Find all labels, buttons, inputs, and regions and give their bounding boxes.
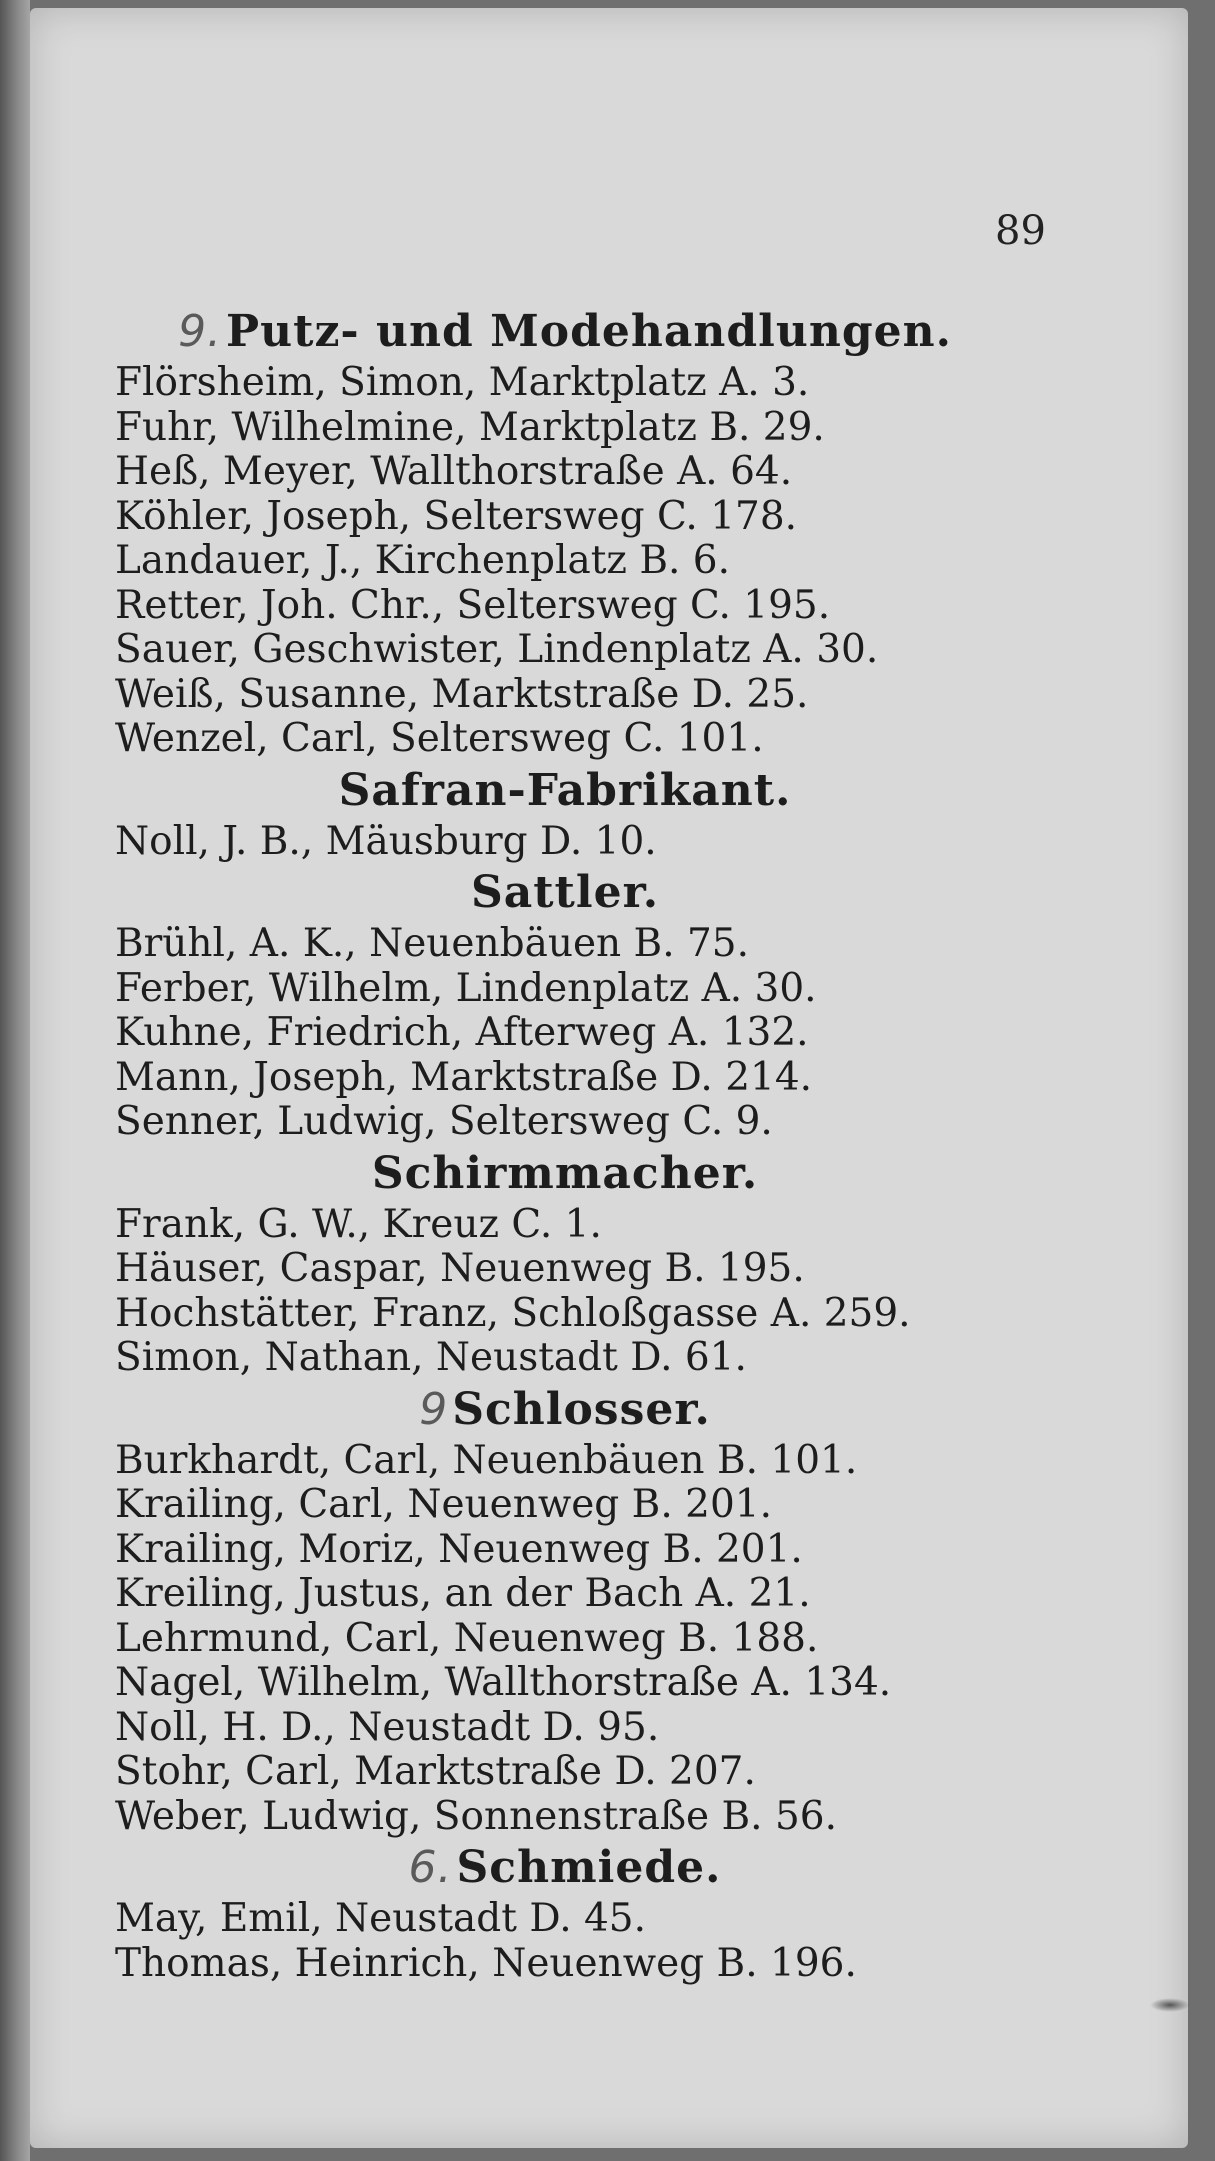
directory-entry: Retter, Joh. Chr., Seltersweg C. 195.: [115, 582, 831, 628]
section-heading: [115, 1381, 1015, 1439]
directory-entry: Wenzel, Carl, Seltersweg C. 101.: [115, 716, 764, 761]
directory-entry: Heß, Meyer, Wallthorstraße A. 64.: [115, 449, 793, 494]
directory-entry: Lehrmund, Carl, Neuenweg B. 188.: [115, 1615, 819, 1661]
directory-entry: Simon, Nathan, Neustadt D. 61.: [115, 1335, 747, 1380]
directory-entry: Brühl, A. K., Neuenbäuen B. 75.: [115, 921, 750, 966]
directory-entry: Kuhne, Friedrich, Afterweg A. 132.: [115, 1010, 809, 1055]
section-title: Putz- und Modehandlungen.: [226, 306, 952, 357]
directory-entry: Krailing, Moriz, Neuenweg B. 201.: [115, 1526, 803, 1572]
section-heading: [115, 864, 1015, 922]
directory-entry: Häuser, Caspar, Neuenweg B. 195.: [115, 1246, 805, 1291]
section-title: Schirmmacher.: [371, 1147, 759, 1199]
directory-entry: Fuhr, Wilhelmine, Marktplatz B. 29.: [115, 404, 825, 450]
directory-entry: Krailing, Carl, Neuenweg B. 201.: [115, 1482, 772, 1527]
directory-entry: Hochstätter, Franz, Schloßgasse A. 259.: [115, 1290, 911, 1336]
ink-smudge: [1150, 1998, 1190, 2012]
section-heading: [115, 1145, 1015, 1203]
handwritten-count-mark: 9: [419, 1383, 449, 1435]
directory-entry: Weiß, Susanne, Marktstraße D. 25.: [115, 671, 809, 717]
directory-entry: Sauer, Geschwister, Lindenplatz A. 30.: [115, 627, 879, 672]
directory-entry: Köhler, Joseph, Seltersweg C. 178.: [115, 493, 798, 539]
section-title: Safran-Fabrikant.: [338, 764, 792, 816]
directory-entry: Frank, G. W., Kreuz C. 1.: [115, 1201, 602, 1247]
directory-entry: Thomas, Heinrich, Neuenweg B. 196.: [115, 1940, 857, 1986]
section-heading: [115, 762, 1015, 820]
directory-entry: Weber, Ludwig, Sonnenstraße B. 56.: [115, 1793, 837, 1839]
book-spine-shadow: [0, 0, 30, 2161]
directory-entry: Landauer, J., Kirchenplatz B. 6.: [115, 538, 731, 583]
handwritten-count-mark: 6.: [408, 1842, 453, 1893]
section-heading: [115, 1839, 1015, 1897]
section-title: Schlosser.: [452, 1383, 711, 1435]
directory-listing: [115, 303, 1015, 1986]
directory-entry: Noll, H. D., Neustadt D. 95.: [115, 1704, 660, 1750]
directory-entry: Mann, Joseph, Marktstraße D. 214.: [115, 1054, 813, 1100]
section-heading: [115, 303, 1015, 361]
directory-entry: Flörsheim, Simon, Marktplatz A. 3.: [115, 360, 810, 405]
directory-entry: Burkhardt, Carl, Neuenbäuen B. 101.: [115, 1437, 858, 1483]
directory-entry: Noll, J. B., Mäusburg D. 10.: [115, 818, 657, 864]
section-title: Schmiede.: [456, 1842, 722, 1893]
directory-entry: Nagel, Wilhelm, Wallthorstraße A. 134.: [115, 1660, 892, 1705]
directory-entry: May, Emil, Neustadt D. 45.: [115, 1896, 647, 1941]
directory-entry: Ferber, Wilhelm, Lindenplatz A. 30.: [115, 965, 817, 1011]
directory-entry: Stohr, Carl, Marktstraße D. 207.: [115, 1749, 756, 1794]
book-page: [30, 8, 1188, 2148]
page-number: 89: [995, 208, 1046, 254]
directory-entry: Senner, Ludwig, Seltersweg C. 9.: [115, 1099, 773, 1144]
handwritten-count-mark: 9.: [178, 306, 223, 357]
section-title: Sattler.: [470, 867, 660, 918]
directory-entry: Kreiling, Justus, an der Bach A. 21.: [115, 1571, 811, 1616]
